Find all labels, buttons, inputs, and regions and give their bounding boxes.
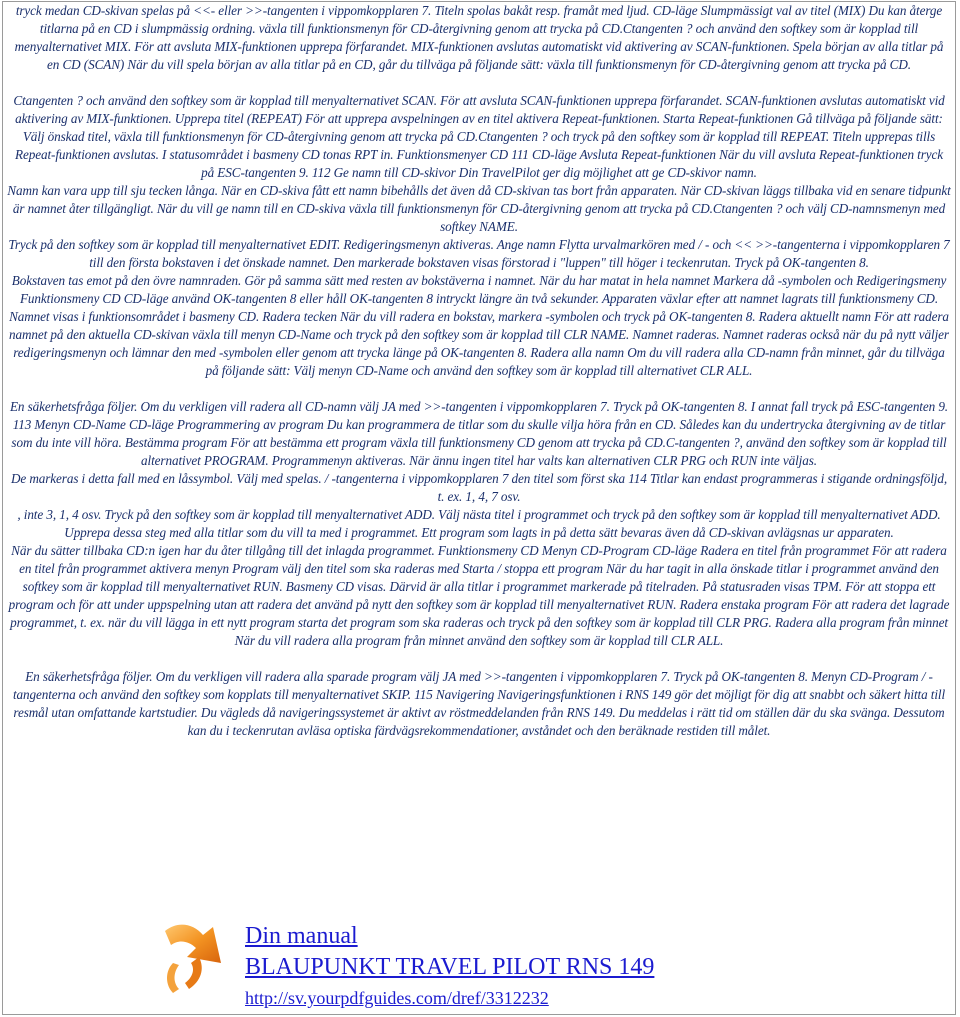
url-link[interactable]: http://sv.yourpdfguides.com/dref/3312232 [245, 988, 549, 1008]
paragraph: , inte 3, 1, 4 osv. Tryck på den softkey som är kopplad till menyalternativet ADD. Välj nästa titel i programmet och tryck på den softkey som är kopplad till menyalternativet ADD. Upprepa dessa steg med alla titlar som du vill ta med i programmet. Ett program som lagts in på detta sätt bevaras även då CD-skivan avlägsnas ur apparaten. [17, 507, 941, 540]
paragraph: När du sätter tillbaka CD:n igen har du åter tillgång till det inlagda programmet. Funktionsmeny CD Menyn CD-Program CD-läge Radera en titel från programmet För att radera en titel från programmet aktivera menyn Program välj den titel som ska raderas med Starta / stoppa ett program När du har tagit in alla önskade titlar i programmet använd den softkey som är kopplad till menyalternativet RUN. Basmeny CD visas. Därvid är alla titlar i programmet markerade på titelraden. På statusraden visas TPM. För att stoppa ett program och för att under uppspelning utan att radera det använd på nytt den softkey som är kopplad till menyalternativet RUN. Radera enstaka program För att radera det lagrade programmet, t. ex. när du vill lägga in ett nytt program starta det program som ska raderas och tryck på den softkey som är kopplad till CLR PRG. Radera alla program från minnet När du vill radera alla program från minnet använd den softkey som är kopplad till CLR ALL. [8, 543, 950, 648]
document-page [2, 1, 956, 1015]
footer-links [153, 915, 853, 1011]
paragraph: Tryck på den softkey som är kopplad till menyalternativet EDIT. Redigeringsmenyn aktiveras. Ange namn Flytta urvalmarkören med / - och << >>-tangenterna i vippomkopplaren 7 till den första bokstaven i det önskade namnet. Den markerade bokstaven visas förstorad i "luppen" till höger i teckenrutan. Tryck på OK-tangenten 8. [8, 237, 950, 270]
paragraph: En säkerhetsfråga följer. Om du verkligen vill radera alla sparade program välj JA med >>-tangenten i vippomkopplaren 7. Tryck på OK-tangenten 8. Menyn CD-Program / -tangenterna och använd den softkey som kopplats till menyalternativet SKIP. 115 Navigering Navigeringsfunktionen i RNS 149 gör det möjligt för dig att snabbt och säkert hitta till resmål utan omfattande kartstudier. Du vägleds då navigeringssystemet är aktivt av röstmeddelanden från RNS 149. Du meddelas i rätt tid om ställen där du ska svänga. Dessutom kan du i teckenrutan avläsa optiska färdvägsrekommendationer, avståndet och den beräknade restiden till målet. [12, 669, 946, 738]
orange-arrow-icon [159, 917, 241, 995]
paragraph: Namn kan vara upp till sju tecken långa. När en CD-skiva fått ett namn bibehålls det även då CD-skivan tas bort från apparaten. När CD-skivan läggs tillbaka vid en senare tidpunkt är namnet åter tillgängligt. När du vill ge namn till en CD-skiva växla till funktionsmenyn för CD-återgivning genom att trycka på CD.Ctangenten ? och välj CD-namnsmenyn med softkey NAME. [7, 183, 951, 234]
paragraph: tryck medan CD-skivan spelas på <<- eller >>-tangenten i vippomkopplaren 7. Titeln spolas bakåt resp. framåt med ljud. CD-läge Slumpmässigt val av titel (MIX) Du kan återge titlarna på en CD i slumpmässig ordning. växla till funktionsmenyn för CD-återgivning genom att trycka på CD.Ctangenten ? och använd den softkey som är kopplad till menyalternativet MIX. För att avsluta MIX-funktionen upprepa förfarandet. MIX-funktionen avslutas automatiskt vid aktivering av SCAN-funktionen. Spela början av alla titlar på en CD (SCAN) När du vill spela början av alla titlar på en CD, går du tillväga på följande sätt: växla till funktionsmenyn för CD-återgivning genom att trycka på CD. [14, 3, 944, 72]
paragraph: Ctangenten ? och använd den softkey som är kopplad till menyalternativet SCAN. För att avsluta SCAN-funktionen upprepa förfarandet. SCAN-funktionen avslutas automatiskt vid aktivering av MIX-funktionen. Upprepa titel (REPEAT) För att upprepa avspelningen av en titel aktivera Repeat-funktionen. Starta Repeat-funktionen Gå tillväga på följande sätt: Välj önskad titel, växla till funktionsmenyn för CD-återgivning genom att trycka på CD.Ctangenten ? och tryck på den softkey som är kopplad till REPEAT. Titeln upprepas tills Repeat-funktionen avslutas. I statusområdet i basmeny CD tonas RPT in. Funktionsmenyer CD 111 CD-läge Avsluta Repeat-funktionen När du vill avsluta Repeat-funktionen tryck på ESC-tangenten 9. 112 Ge namn till CD-skivor Din TravelPilot ger dig möjlighet att ge CD-skivor namn. [13, 93, 945, 180]
paragraph: Bokstaven tas emot på den övre namnraden. Gör på samma sätt med resten av bokstäverna i namnet. När du har matat in hela namnet Markera då -symbolen och Redigeringsmeny Funktionsmeny CD CD-läge använd OK-tangenten 8 eller håll OK-tangenten 8 intryckt längre än två sekunder. Apparaten växlar efter att namnet lagrats till funktionsmeny CD. Namnet visas i funktionsområdet i basmeny CD. Radera tecken När du vill radera en bokstav, markera -symbolen och tryck på OK-tangenten 8. Radera aktuellt namn För att radera namnet på den aktuella CD-skivan växla till menyn CD-Name och tryck på den softkey som är kopplad till CLR NAME. Namnet raderas. Namnet raderas också när du på nytt väljer redigeringsmenyn och lämnar den med -symbolen eller genom att trycka länge på OK-tangenten 8. Radera alla namn Om du vill radera alla CD-namn från minnet, går du tillväga på följande sätt: Välj menyn CD-Name och använd den softkey som är kopplad till alternativet CLR ALL. [9, 273, 949, 378]
document-body [7, 2, 951, 740]
paragraph: De markeras i detta fall med en låssymbol. Välj med spelas. / -tangenterna i vippomkopplaren 7 den titel som först ska 114 Titlar kan endast programmeras i stigande ordningsföljd, t. ex. 1, 4, 7 osv. [10, 471, 948, 504]
product-link[interactable]: BLAUPUNKT TRAVEL PILOT RNS 149 [245, 954, 655, 980]
paragraph: En säkerhetsfråga följer. Om du verkligen vill radera all CD-namn välj JA med >>-tangenten i vippomkopplaren 7. Tryck på OK-tangenten 8. I annat fall tryck på ESC-tangenten 9. 113 Menyn CD-Name CD-läge Programmering av program Du kan programmera de titlar som du skulle vilja höra från en CD. Således kan du undertrycka återgivning av de titlar som du inte vill höra. Bestämma program För att bestämma ett program växla till funktionsmeny CD genom att trycka på CD.C-tangenten ?, använd den softkey som är kopplad till alternativet PROGRAM. Programmenyn aktiveras. När ännu ingen titel har valts kan alternativen CLR PRG och RUN inte väljas. [9, 399, 949, 468]
manual-link[interactable]: Din manual [245, 923, 358, 949]
